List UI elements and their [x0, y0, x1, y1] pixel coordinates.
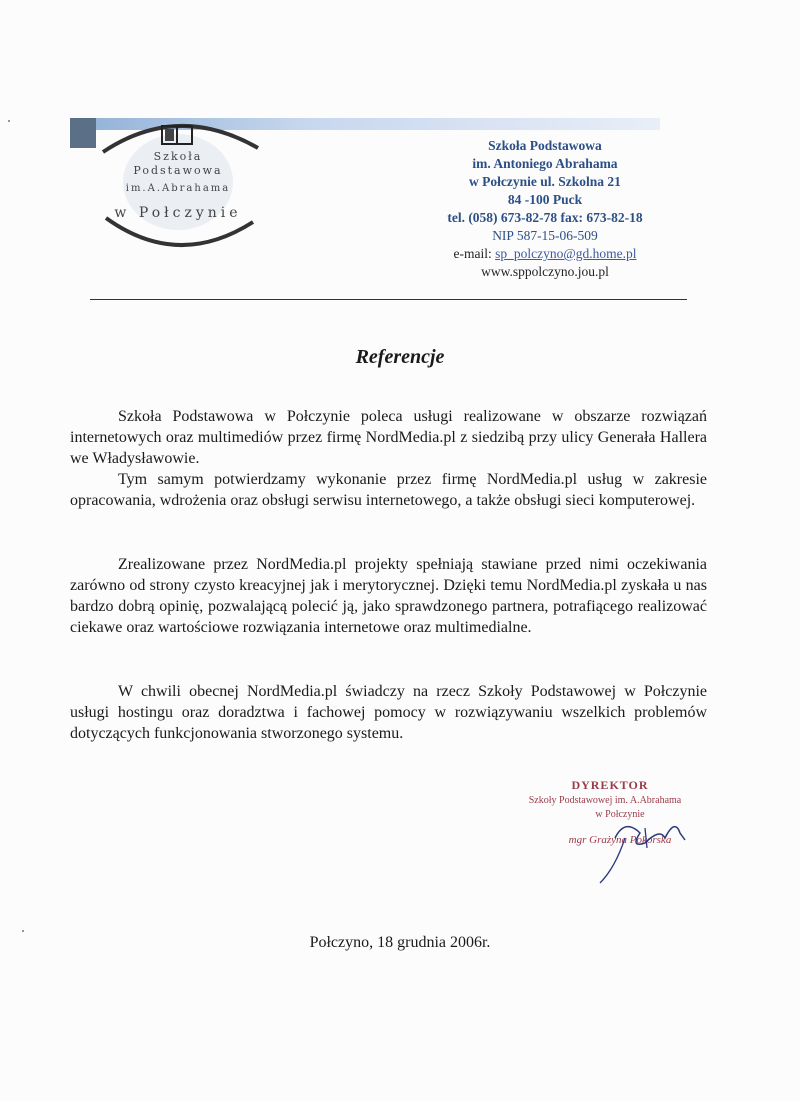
- school-phone-fax: tel. (058) 673-82-78 fax: 673-82-18: [447, 210, 643, 225]
- stamp-line-2: w Połczynie: [595, 809, 645, 820]
- stamp-title: DYREKTOR: [571, 778, 649, 792]
- school-name: Szkoła Podstawowa: [488, 138, 602, 153]
- email-label: e-mail:: [453, 246, 496, 261]
- paragraph-2: Tym samym potwierdzamy wykonanie przez firmę NordMedia.pl usług w zakresie opracowania, wdrożenia oraz obsługi serwisu internetowego, a także obsługi sieci komputerowej.: [70, 471, 707, 509]
- paragraph-3: Zrealizowane przez NordMedia.pl projekty spełniają stawiane przed nimi oczekiwania zarówno od strony czysto kreacyjnej jak i merytorycznej. Dzięki temu NordMedia.pl zyskała u nas bardzo dobrą opinię, pozwalającą polecić ją, jako sprawdzonego partnera, potrafiącego realizować ciekawe oraz wartościowe rozwiązania internetowe oraz multimedialne.: [70, 556, 707, 636]
- school-website[interactable]: www.sppolczyno.jou.pl: [481, 264, 609, 279]
- header-divider: [90, 299, 687, 300]
- paragraph-1: Szkoła Podstawowa w Połczynie poleca usługi realizowane w obszarze rozwiązań internetowych oraz multimediów przez firmę NordMedia.pl z siedzibą przy ulicy Generała Hallera we Władysławowie.: [70, 408, 707, 467]
- school-postal: 84 -100 Puck: [507, 192, 583, 207]
- school-email-line: [395, 245, 695, 263]
- email-link[interactable]: sp_polczyno@gd.home.pl: [495, 246, 637, 261]
- scan-speck: [8, 120, 10, 122]
- logo-line-3: im.A.Abrahama: [125, 183, 231, 194]
- logo-line-4: w Połczynie: [114, 205, 242, 221]
- school-patron: im. Antoniego Abrahama: [472, 156, 618, 171]
- school-address-block: [395, 137, 695, 281]
- stamp-line-1: Szkoły Podstawowej im. A.Abrahama: [528, 795, 682, 806]
- document-date: Połczyno, 18 grudnia 2006r.: [309, 934, 491, 951]
- director-stamp: [490, 778, 720, 888]
- school-logo: [68, 110, 368, 260]
- school-nip: NIP 587-15-06-509: [492, 228, 598, 243]
- scan-speck: [22, 930, 24, 932]
- logo-line-1: Szkoła: [153, 150, 203, 163]
- stamp-line-3: mgr Grażyna Pokorska: [568, 834, 672, 846]
- paragraph-4: W chwili obecnej NordMedia.pl świadczy na rzecz Szkoły Podstawowej w Połczynie usługi hostingu oraz doradztwa i fachowej pomocy w rozwiązywaniu wszelkich problemów dotyczących funkcjonowania stworzonego systemu.: [70, 683, 707, 742]
- logo-line-2: Podstawowa: [133, 164, 223, 177]
- document-title: Referencje: [355, 346, 445, 368]
- signature: [585, 798, 695, 888]
- school-street: w Połczynie ul. Szkolna 21: [469, 174, 621, 189]
